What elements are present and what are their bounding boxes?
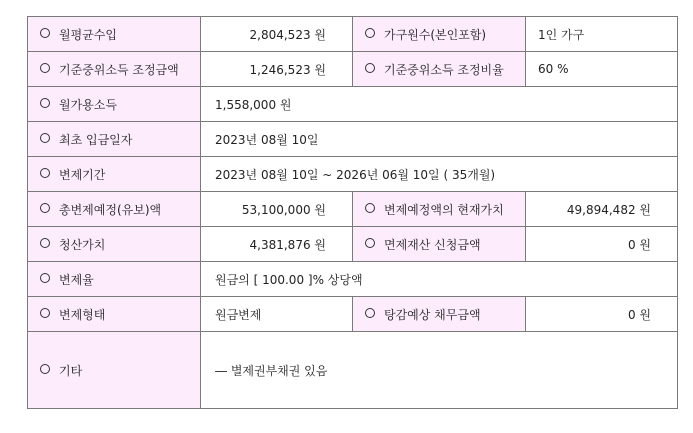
debt-forgiveness-label: 탕감예상 채무금액 [384, 307, 481, 322]
circle-bullet-icon [40, 98, 50, 108]
table-row-type [28, 297, 678, 332]
circle-bullet-icon [40, 203, 50, 213]
circle-bullet-icon [365, 28, 375, 38]
type-label: 변제형태 [59, 307, 106, 322]
circle-bullet-icon [40, 238, 50, 248]
rate-value: 원금의 [ 100.00 ]% 상당액 [201, 262, 678, 297]
period-label-cell [28, 157, 201, 192]
median-amount-value: 1,246,523 원 [201, 52, 353, 87]
planned-total-label-cell [28, 192, 201, 227]
table-row-other [28, 332, 678, 409]
circle-bullet-icon [40, 308, 50, 318]
present-value-value: 49,894,482 원 [526, 192, 678, 227]
table-row-disposable [28, 87, 678, 122]
exempt-property-label-cell [353, 227, 526, 262]
circle-bullet-icon [40, 168, 50, 178]
circle-bullet-icon [40, 133, 50, 143]
planned-total-value: 53,100,000 원 [201, 192, 353, 227]
first-payment-label-cell [28, 122, 201, 157]
type-value: 원금변제 [201, 297, 353, 332]
period-label: 변제기간 [59, 167, 106, 182]
median-ratio-value: 60 % [526, 52, 678, 87]
repayment-summary-table [27, 16, 678, 409]
table-row-first-payment [28, 122, 678, 157]
liquidation-label: 청산가치 [59, 237, 106, 252]
disposable-value: 1,558,000 원 [201, 87, 678, 122]
circle-bullet-icon [365, 63, 375, 73]
present-value-label-cell [353, 192, 526, 227]
liquidation-value: 4,381,876 원 [201, 227, 353, 262]
debt-forgiveness-label-cell [353, 297, 526, 332]
household-value: 1인 가구 [526, 17, 678, 52]
table-row-planned [28, 192, 678, 227]
other-label: 기타 [59, 363, 83, 378]
disposable-label: 월가용소득 [59, 97, 117, 112]
circle-bullet-icon [365, 203, 375, 213]
circle-bullet-icon [365, 308, 375, 318]
first-payment-label: 최초 입금일자 [59, 132, 133, 147]
rate-label: 변제율 [59, 272, 94, 287]
other-value: ― 별제권부채권 있음 [201, 332, 678, 409]
median-amount-label: 기준중위소득 조정금액 [59, 62, 179, 77]
median-amount-label-cell [28, 52, 201, 87]
other-label-cell [28, 332, 201, 409]
exempt-property-label: 면제재산 신청금액 [384, 237, 481, 252]
household-label: 가구원수(본인포함) [384, 27, 487, 42]
debt-forgiveness-value: 0 원 [526, 297, 678, 332]
household-label-cell [353, 17, 526, 52]
circle-bullet-icon [40, 364, 50, 374]
median-ratio-label-cell [353, 52, 526, 87]
circle-bullet-icon [40, 273, 50, 283]
table-row-rate [28, 262, 678, 297]
period-value: 2023년 08월 10일 ~ 2026년 06월 10일 ( 35개월) [201, 157, 678, 192]
median-ratio-label: 기준중위소득 조정비율 [384, 62, 504, 77]
table-row-median [28, 52, 678, 87]
first-payment-value: 2023년 08월 10일 [201, 122, 678, 157]
income-value: 2,804,523 원 [201, 17, 353, 52]
income-label: 월평균수입 [59, 27, 117, 42]
liquidation-label-cell [28, 227, 201, 262]
circle-bullet-icon [40, 28, 50, 38]
income-label-cell [28, 17, 201, 52]
circle-bullet-icon [40, 63, 50, 73]
table-row-income [28, 17, 678, 52]
table-row-liquidation [28, 227, 678, 262]
type-label-cell [28, 297, 201, 332]
present-value-label: 변제예정액의 현재가치 [384, 202, 504, 217]
disposable-label-cell [28, 87, 201, 122]
planned-total-label: 총변제예정(유보)액 [59, 202, 162, 217]
circle-bullet-icon [365, 238, 375, 248]
table-row-period [28, 157, 678, 192]
rate-label-cell [28, 262, 201, 297]
exempt-property-value: 0 원 [526, 227, 678, 262]
